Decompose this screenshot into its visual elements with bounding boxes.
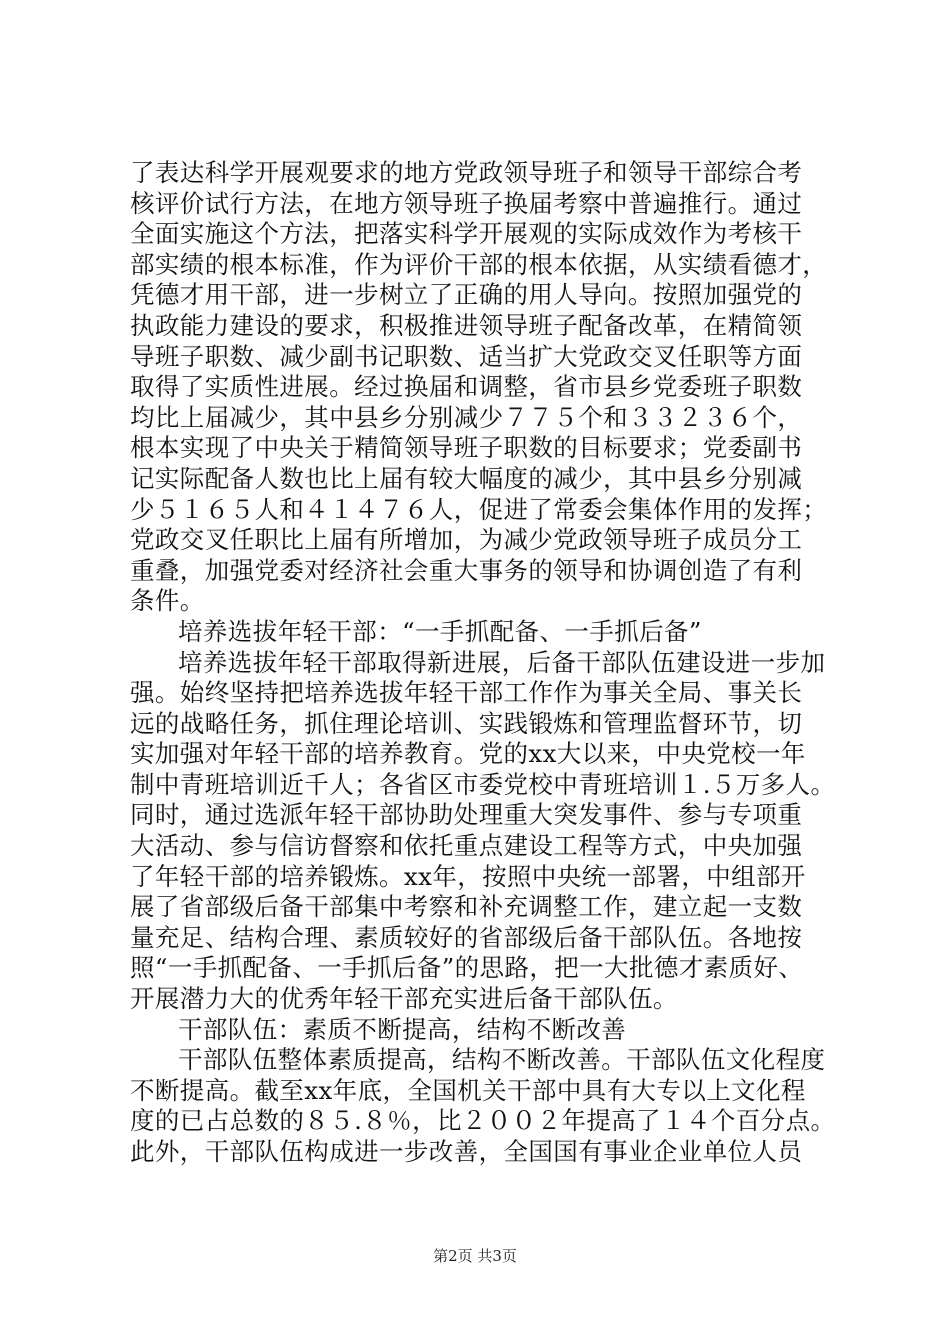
text-line: 度的已占总数的８５.８％，比２００２年提高了１４个百分点。	[130, 1106, 836, 1136]
text-line: 核评价试行方法，在地方领导班子换届考察中普遍推行。通过	[130, 188, 803, 218]
text-line: 取得了实质性进展。经过换届和调整，省市县乡党委班子职数	[130, 372, 803, 402]
text-line: 了年轻干部的培养锻炼。xx年，按照中央统一部署，中组部开	[130, 861, 806, 891]
text-line: 根本实现了中央关于精简领导班子职数的目标要求；党委副书	[130, 433, 803, 463]
paragraph-start-line: 培养选拔年轻干部取得新进展，后备干部队伍建设进一步加	[178, 647, 826, 677]
text-line: 实加强对年轻干部的培养教育。党的xx大以来，中央党校一年	[130, 739, 806, 769]
page-number: 第2页 共3页	[433, 1247, 517, 1265]
text-line: 均比上届减少，其中县乡分别减少７７５个和３３２３６个，	[130, 402, 803, 432]
text-line: 重叠，加强党委对经济社会重大事务的领导和协调创造了有利	[130, 555, 803, 585]
text-line: 记实际配备人数也比上届有较大幅度的减少，其中县乡分别减	[130, 463, 803, 493]
text-line: 远的战略任务，抓住理论培训、实践锻炼和管理监督环节，切	[130, 708, 803, 738]
text-line: 导班子职数、减少副书记职数、适当扩大党政交叉任职等方面	[130, 341, 803, 371]
text-line: 全面实施这个方法，把落实科学开展观的实际成效作为考核干	[130, 219, 803, 249]
text-line: 此外，干部队伍构成进一步改善，全国国有事业企业单位人员	[130, 1137, 803, 1166]
paragraph-start-line: 干部队伍整体素质提高，结构不断改善。干部队伍文化程度	[178, 1045, 826, 1075]
text-line: 展了省部级后备干部集中考察和补充调整工作，建立起一支数	[130, 892, 803, 922]
text-line: 了表达科学开展观要求的地方党政领导班子和领导干部综合考	[130, 158, 803, 187]
body-text	[130, 158, 860, 1168]
text-line: 开展潜力大的优秀年轻干部充实进后备干部队伍。	[130, 984, 678, 1014]
text-line: 党政交叉任职比上届有所增加，为减少党政领导班子成员分工	[130, 525, 803, 555]
text-line: 凭德才用干部，进一步树立了正确的用人导向。按照加强党的	[130, 280, 803, 310]
text-line: 部实绩的根本标准，作为评价干部的根本依据，从实绩看德才，	[130, 249, 828, 279]
section-heading: 干部队伍：素质不断提高，结构不断改善	[178, 1014, 627, 1044]
text-line: 照“一手抓配备、一手抓后备”的思路，把一大批德才素质好、	[130, 953, 804, 983]
text-line: 制中青班培训近千人；各省区市委党校中青班培训１.５万多人。	[130, 769, 836, 799]
text-line: 大活动、参与信访督察和依托重点建设工程等方式，中央加强	[130, 831, 803, 861]
text-line: 量充足、结构合理、素质较好的省部级后备干部队伍。各地按	[130, 922, 803, 952]
text-line: 不断提高。截至xx年底，全国机关干部中具有大专以上文化程	[130, 1075, 806, 1105]
text-line: 条件。	[130, 586, 205, 616]
section-heading: 培养选拔年轻干部：“一手抓配备、一手抓后备”	[178, 616, 702, 646]
text-line: 少５１６５人和４１４７６人，促进了常委会集体作用的发挥；	[130, 494, 828, 524]
text-line: 执政能力建设的要求，积极推进领导班子配备改革，在精简领	[130, 310, 803, 340]
text-line: 强。始终坚持把培养选拔年轻干部工作作为事关全局、事关长	[130, 678, 803, 708]
page-footer	[0, 1246, 950, 1266]
text-line: 同时，通过选派年轻干部协助处理重大突发事件、参与专项重	[130, 800, 803, 830]
